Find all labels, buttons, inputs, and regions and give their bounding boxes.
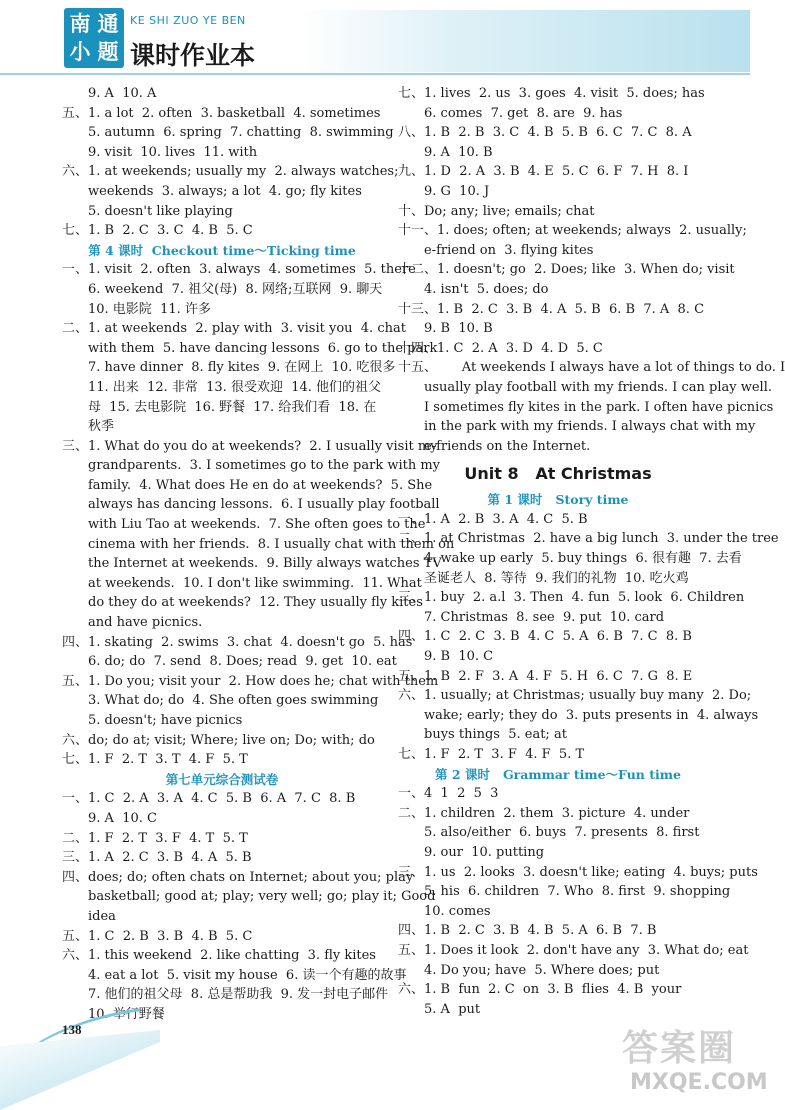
answer-line: 十、Do; any; live; emails; chat [398,203,595,219]
answer-line: 七、1. lives 2. us 3. goes 4. visit 5. does; has [398,86,705,101]
header-divider [0,73,750,75]
answer-line: 四、1. skating 2. swims 3. chat 4. doesn't go 5. has [62,634,413,650]
answer-line: with them 5. have dancing lessons 6. go to the park [88,340,438,356]
watermark-url: MXQE.COM [630,1070,768,1095]
answer-line: 9. B 10. B [424,321,493,337]
answer-line: 5. his 6. children 7. Who 8. first 9. shopping [424,884,731,900]
answer-line: 七、1. F 2. T 3. T 4. F 5. T [62,752,248,768]
answer-line: 5. doesn't; have picnics [88,713,243,728]
answer-line: at weekends. 10. I don't like swimming. 11. What [88,575,422,591]
answer-line: weekends 3. always; a lot 4. go; fly kites [88,183,362,199]
answer-line: usually play football with my friends. I can play well. [424,379,772,395]
answer-line: 三、1. us 2. looks 3. doesn't like; eating 4. buys; puts [398,864,758,880]
answer-line: wake; early; they do 3. puts presents in 4. always [424,707,759,723]
answer-line: in the park with my friends. I always chat with my [424,419,756,435]
answer-line: 二、1. at weekends 2. play with 3. visit you 4. chat [62,321,406,337]
answer-line: e-friends on the Internet. [424,438,591,454]
answer-line: 7. have dinner 8. fly kites 9. 在网上 10. 吃很多 [88,360,396,376]
answer-line: 9. visit 10. lives 11. with [88,144,258,160]
answer-line: 六、1. this weekend 2. like chatting 3. fly kites [62,948,376,964]
answer-line: 10. comes [424,903,491,919]
answer-line: 五、1. Does it look 2. don't have any 3. What do; eat [398,942,749,958]
answer-line: cinema with her friends. 8. I usually chat with them on [88,536,455,552]
answer-line: do they do at weekends? 12. They usually fly kites [88,595,423,611]
section-heading: 第 4 课时 Checkout time～Ticking time [88,242,356,258]
answer-line: 4. wake up early 5. buy things 6. 很有趣 7. 去看 [424,551,742,567]
answer-line: 三、1. A 2. C 3. B 4. A 5. B [62,850,252,866]
answer-line: 十三、1. B 2. C 3. B 4. A 5. B 6. B 7. A 8. C [398,301,705,317]
answer-line: 十五、 At weekends I always have a lot of things to do. I [398,360,785,376]
answer-line: grandparents. 3. I sometimes go to the park with my [88,458,441,474]
answer-line: 四、1. C 2. C 3. B 4. C 5. A 6. B 7. C 8. B [398,629,692,645]
answer-line: 5. also/either 6. buys 7. presents 8. first [424,825,700,841]
answer-line: 一、4 1 2 5 3 [398,786,499,802]
book-title: 课时作业本 [130,41,256,70]
logo-char: 通 [97,12,119,36]
section-heading: 第 2 课时 Grammar time～Fun time [435,766,681,782]
answer-line: 六、1. B fun 2. C on 3. B flies 4. B your [398,982,682,998]
answer-line: 10. 举行野餐 [88,1006,165,1022]
answer-line: idea [88,908,116,924]
answer-line: 6. weekend 7. 祖父(母) 8. 网络;互联网 9. 聊天 [88,281,383,297]
answer-line: 七、1. B 2. C 3. C 4. B 5. C [62,223,253,239]
answer-line: 5. autumn 6. spring 7. chatting 8. swimming [88,125,394,141]
answer-line: 7. Christmas 8. see 9. put 10. card [424,609,665,625]
answer-line: 6. comes 7. get 8. are 9. has [424,105,623,121]
answer-line: basketball; good at; play; very well; go; play it; Good [88,889,436,905]
answer-line: 五、1. Do you; visit your 2. How does he; chat with them [62,673,439,689]
logo-char: 小 [69,40,91,64]
answer-line: 6. do; do 7. send 8. Does; read 9. get 10. eat [88,654,397,670]
answer-line: 六、do; do at; visit; Where; live on; Do; with; do [62,732,375,748]
answer-line: 一、1. visit 2. often 3. always 4. sometimes 5. there [62,262,416,278]
answer-line: 9. A 10. C [88,810,157,826]
page-header [0,0,750,85]
answer-line: 7. 他们的祖父母 8. 总是帮助我 9. 发一封电子邮件 [88,987,389,1003]
answer-line: 十二、1. doesn't; go 2. Does; like 3. When do; visit [398,262,735,278]
answer-line: 八、1. B 2. B 3. C 4. B 5. B 6. C 7. C 8. A [398,125,692,141]
answer-line: 秋季 [88,419,115,435]
answer-line: 五、1. C 2. B 3. B 4. B 5. C [62,928,253,944]
answer-line: 五、1. B 2. F 3. A 4. F 5. H 6. C 7. G 8. E [398,668,693,684]
header-pinyin: KE SHI ZUO YE BEN [130,14,246,27]
answer-line: 五、1. a lot 2. often 3. basketball 4. sometimes [62,105,381,121]
answer-line: 七、1. F 2. T 3. F 4. F 5. T [398,747,585,762]
watermark-logo [622,1020,768,1108]
answer-line: 5. A put [424,1001,481,1017]
answer-line: 四、does; do; often chats on Internet; about you; play [62,869,414,885]
answer-line: 三、1. buy 2. a.l 3. Then 4. fun 5. look 6. Children [398,590,745,606]
answer-line: and have picnics. [88,615,203,631]
answer-line: 九、1. D 2. A 3. B 4. E 5. C 6. F 7. H 8. I [398,164,689,180]
answer-line: 六、1. at weekends; usually my 2. always watches; [62,164,399,180]
answer-line: 4. Do you; have 5. Where does; put [424,962,660,978]
watermark-text: 答案圈 [622,1028,737,1069]
logo-char: 南 [69,12,91,36]
unit-heading: Unit 8 At Christmas [464,464,652,484]
answer-line: 十一、1. does; often; at weekends; always 2. usually; [398,223,747,239]
answer-line: 十四、1. C 2. A 3. D 4. D 5. C [398,340,603,356]
answer-line: I sometimes fly kites in the park. I often have picnics [424,399,774,415]
logo-char: 题 [97,40,119,64]
answer-line: 5. doesn't like playing [88,203,233,219]
answer-line: 圣诞老人 8. 等待 9. 我们的礼物 10. 吃火鸡 [424,570,689,586]
page-number: 138 [62,1022,82,1037]
answer-line: 一、1. C 2. A 3. A 4. C 5. B 6. A 7. C 8. B [62,791,356,807]
brand-logo [64,8,124,68]
answer-line: 二、1. F 2. T 3. F 4. T 5. T [62,830,248,846]
answer-line: 四、1. B 2. C 3. B 4. B 5. A 6. B 7. B [398,923,657,939]
answer-line: 一、1. A 2. B 3. A 4. C 5. B [398,511,588,527]
answer-line: 六、1. usually; at Christmas; usually buy many 2. Do; [398,688,752,704]
answer-line: 9. A 10. B [424,144,493,160]
answer-line: 9. A 10. A [88,86,157,101]
answer-line: 9. G 10. J [424,183,490,199]
answer-line: with Liu Tao at weekends. 7. She often goes to the [88,517,426,533]
answer-line: family. 4. What does He en do at weekends? 5. She [88,477,433,493]
answer-line: always has dancing lessons. 6. I usually play football [88,497,440,513]
answer-line: 三、1. What do you do at weekends? 2. I usually visit my [62,438,438,454]
answer-line: 二、1. at Christmas 2. have a big lunch 3. under the tree [398,531,779,547]
answer-line: 4. isn't 5. does; do [424,281,549,297]
answer-line: the Internet at weekends. 9. Billy always watches TV [88,556,442,572]
answer-line: 二、1. children 2. them 3. picture 4. under [398,805,690,821]
answer-line: 4. eat a lot 5. visit my house 6. 读一个有趣的故事 [88,967,407,983]
answer-line: 10. 电影院 11. 许多 [88,301,211,317]
section-heading: 第 1 课时 Story time [487,492,629,508]
answer-line: e-friend on 3. flying kites [424,242,594,258]
answer-line: 母 15. 去电影院 16. 野餐 17. 给我们看 18. 在 [88,399,377,415]
right-answer-column [398,84,785,1019]
answer-line: 3. What do; do 4. She often goes swimming [88,693,379,709]
answer-line: 9. B 10. C [424,649,494,665]
answer-line: 11. 出来 12. 非常 13. 很受欢迎 14. 他们的祖父 [88,379,382,395]
section-heading: 第七单元综合测试卷 [165,771,279,787]
answer-line: 9. our 10. putting [424,844,545,860]
answer-line: buys things 5. eat; at [424,727,567,743]
